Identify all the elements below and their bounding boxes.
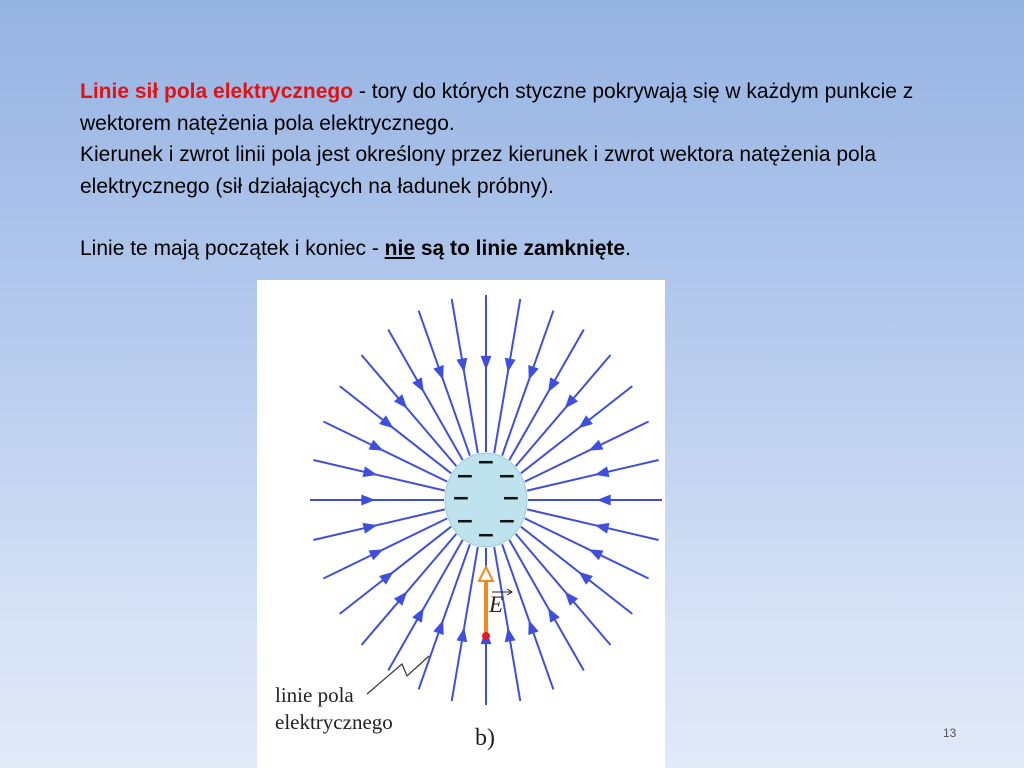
charge-sign: −: [497, 464, 517, 489]
term-field-lines: Linie sił pola elektrycznego: [80, 80, 354, 103]
field-line-arrowhead: [589, 440, 604, 451]
field-lines-caption: [275, 682, 393, 736]
field-line-arrowhead: [433, 620, 443, 635]
field-line: [509, 540, 584, 671]
paragraph-not-closed: [80, 233, 940, 265]
field-line-arrowhead: [361, 495, 375, 506]
charge-sign: −: [476, 450, 496, 475]
charge-sign: −: [497, 509, 517, 534]
field-line-arrowhead: [579, 415, 593, 428]
caption-line-2: elektrycznego: [275, 710, 393, 734]
field-line-arrowhead: [528, 365, 538, 380]
charge-sign: −: [455, 509, 475, 534]
charge-sign: −: [476, 523, 496, 548]
field-line: [340, 386, 451, 473]
charge-sign: −: [455, 464, 475, 489]
field-line: [323, 422, 447, 482]
closed-lines-phrase: są to linie zamknięte: [415, 237, 626, 260]
field-line-arrowhead: [412, 608, 424, 623]
field-line-arrowhead: [456, 628, 467, 643]
field-line-arrowhead: [597, 495, 611, 506]
field-line: [340, 527, 451, 614]
field-line: [525, 422, 649, 482]
not-closed-intro: Linie te mają początek i koniec -: [80, 237, 385, 260]
field-diagram: [257, 280, 665, 768]
field-line: [452, 299, 478, 453]
field-line: [388, 330, 463, 461]
charge-sign: −: [451, 486, 471, 511]
field-line-arrowhead: [548, 377, 560, 392]
field-line-arrowhead: [363, 466, 378, 477]
field-line-arrowhead: [528, 620, 538, 635]
paragraph-definition: [80, 76, 940, 139]
field-line: [388, 540, 463, 671]
field-line-arrowhead: [412, 377, 424, 392]
field-line-arrowhead: [595, 523, 610, 534]
field-vector-arrowhead: [479, 567, 493, 581]
field-line: [509, 330, 584, 461]
field-line: [502, 311, 553, 456]
field-line: [313, 460, 444, 491]
page-number: 13: [943, 726, 957, 740]
definition-text: - tory do których styczne pokrywają się w każdym punkcie z wektorem natężenia pola elektrycznego.: [80, 80, 914, 135]
field-line-arrowhead: [481, 356, 492, 370]
field-line: [452, 547, 478, 701]
field-line-arrowhead: [379, 415, 393, 428]
period: .: [625, 237, 631, 260]
field-line: [419, 311, 470, 456]
field-line: [419, 544, 470, 689]
slide-text: [80, 76, 940, 265]
figure-sublabel: b): [475, 725, 495, 751]
field-line-arrowhead: [505, 358, 516, 373]
field-line: [323, 518, 447, 578]
field-line-arrowhead: [456, 358, 467, 373]
field-line-arrowhead: [579, 572, 593, 585]
charge-sign: −: [501, 486, 521, 511]
word-nie: nie: [384, 237, 415, 260]
field-line: [527, 509, 658, 540]
field-line-arrowhead: [505, 628, 516, 643]
field-line: [521, 527, 632, 614]
paragraph-direction: Kierunek i zwrot linii pola jest określony przez kierunek i zwrot wektora natężenia pola elektrycznego (sił działających na ładunek próbny).: [80, 143, 877, 198]
field-line-arrowhead: [433, 365, 443, 380]
field-line-arrowhead: [595, 466, 610, 477]
field-line: [502, 544, 553, 689]
test-charge-dot: [482, 632, 490, 640]
field-line-arrowhead: [548, 608, 560, 623]
field-line-arrowhead: [363, 523, 378, 534]
field-line: [527, 460, 658, 491]
field-line: [521, 386, 632, 473]
field-line-arrowhead: [369, 549, 384, 560]
field-line-arrowhead: [589, 549, 604, 560]
vector-e-label: E: [489, 592, 504, 617]
field-line: [313, 509, 444, 540]
field-line: [494, 547, 520, 701]
field-line-arrowhead: [369, 440, 384, 451]
field-line-arrowhead: [379, 572, 393, 585]
caption-line-1: linie pola: [275, 683, 354, 707]
field-line: [494, 299, 520, 453]
field-line: [525, 518, 649, 578]
